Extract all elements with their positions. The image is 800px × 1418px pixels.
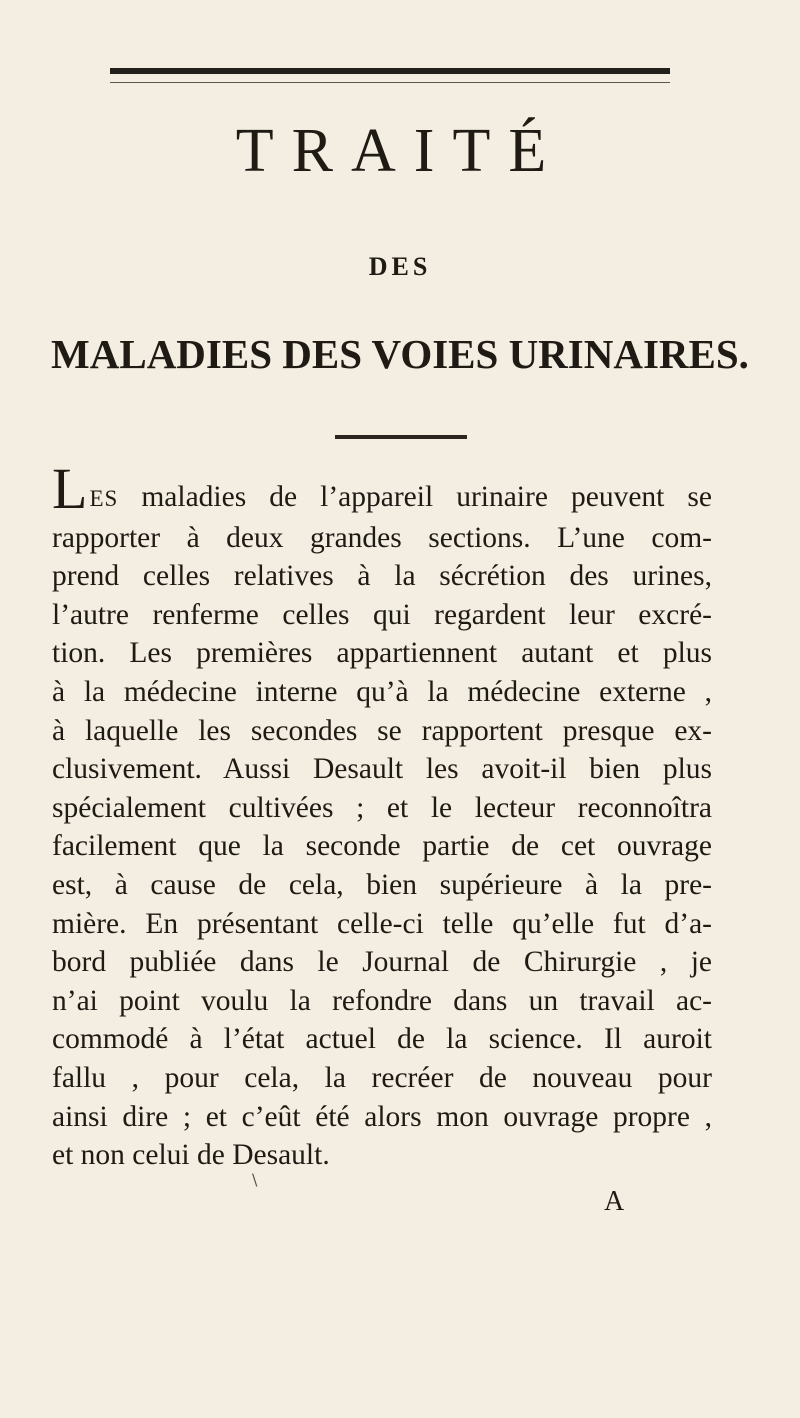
section-rule — [335, 435, 467, 439]
text-line: à laquelle les secondes se rapportent presque ex- — [52, 714, 712, 747]
text-line: ainsi dire ; et c’eût été alors mon ouvrage propre , — [52, 1100, 712, 1133]
text-line: facilement que la seconde partie de cet ouvrage — [52, 830, 712, 863]
signature-mark: A — [604, 1186, 625, 1217]
text-line: bord publiée dans le Journal de Chirurgie , je — [52, 946, 712, 979]
text-line: n’ai point voulu la refondre dans un travail ac- — [52, 984, 712, 1017]
text-line: l’autre renferme celles qui regardent leur excré- — [52, 598, 712, 631]
text-line: clusivement. Aussi Desault les avoit-il bien plus — [52, 753, 712, 786]
text-line: à la médecine interne qu’à la médecine externe , — [52, 675, 712, 708]
text-line: mière. En présentant celle-ci telle qu’elle fut d’a- — [52, 907, 712, 940]
body-paragraph — [52, 456, 712, 1175]
page-subtitle: MALADIES DES VOIES URINAIRES. — [51, 331, 749, 377]
text-line: rapporter à deux grandes sections. L’une com- — [52, 521, 712, 554]
text-line: et non celui de Desault. — [52, 1139, 330, 1172]
top-rule-thin — [110, 82, 670, 83]
dropcap: L — [52, 456, 88, 521]
text-line: prend celles relatives à la sécrétion des urines, — [52, 560, 712, 593]
text-line: spécialement cultivées ; et le lecteur reconnoîtra — [52, 791, 712, 824]
text-line: est, à cause de cela, bien supérieure à la pre- — [52, 868, 712, 901]
top-rule — [110, 68, 670, 74]
text-line: tion. Les premières appartiennent autant et plus — [52, 637, 712, 670]
ink-speck-icon: \ — [252, 1170, 258, 1189]
text-line: fallu , pour cela, la recréer de nouveau pour — [52, 1061, 712, 1094]
first-word-rest: ES — [89, 486, 119, 511]
title-connector: DES — [368, 252, 432, 281]
text-line: commodé à l’état actuel de la science. Il auroit — [52, 1023, 712, 1056]
text-line-1: LES maladies de l’appareil urinaire peuvent se — [52, 456, 712, 521]
page-title: TRAITÉ — [235, 117, 565, 185]
